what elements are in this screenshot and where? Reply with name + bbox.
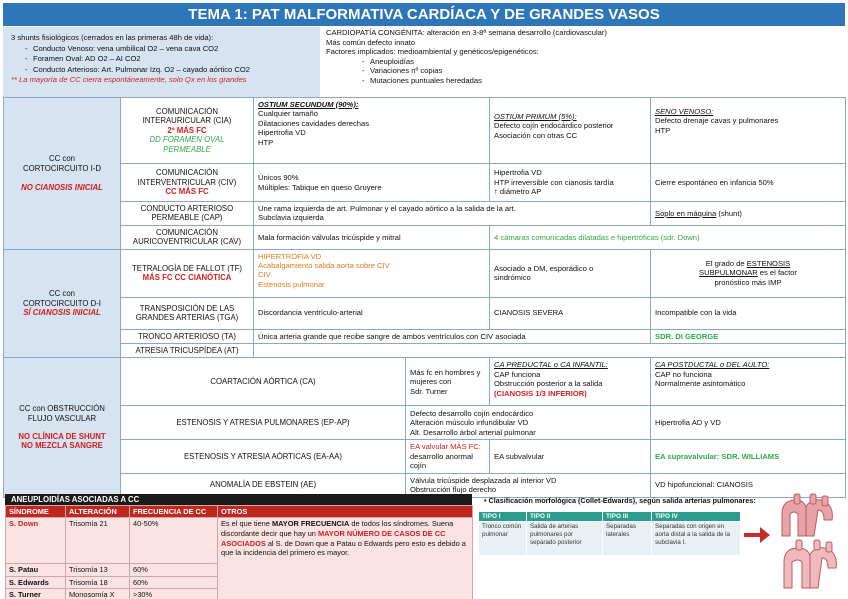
cell-line: Subclavia izquierda (258, 213, 324, 223)
row-freq: 2º MÁS FC (167, 125, 207, 135)
congenita-box (320, 27, 845, 97)
group-label: CC con OBSTRUCCIÓN (19, 404, 105, 414)
row-ea-aa: ESTENOSIS Y ATRESIA AÓRTICAS (EA-AA) (121, 440, 406, 473)
cell-underline: Soplo en máquina (655, 208, 717, 218)
cell-line: Dilataciones cavidades derechas (258, 118, 370, 128)
ta-c1: Única arteria grande que recibe sangre de ambos ventrículos con CIV asociada (254, 329, 651, 343)
row-cia (121, 98, 254, 164)
row-ta: TRONCO ARTERIOSO (TA) (121, 329, 254, 343)
col-header: ALTERACIÓN (66, 506, 130, 518)
cell-line: Alt. Desarrollo árbol arterial pulmonar (410, 427, 536, 437)
col-header: SÍNDROME (6, 506, 66, 518)
group-label: FLUJO VASCULAR (27, 413, 97, 423)
cell-line: Cualquier tamaño (258, 109, 318, 119)
row-at: ATRESIA TRICUSPÍDEA (AT) (121, 344, 254, 358)
shunt-item: - Conducto Arterioso: Art. Pulmonar Izq. O2 – cayado aórtico CO2 (11, 65, 320, 76)
row-tga: TRANSPOSICIÓN DE LAS GRANDES ARTERIAS (TGA) (121, 297, 254, 329)
cav-c2: 4 cámaras comunicadas dilatadas e hipertróficas (sdr. Down) (490, 225, 846, 249)
collet-heading: • Clasificación morfológica (Collet-Edwards), según salida arterias pulmonares: (484, 496, 756, 505)
group-label: CORTOCIRCUITO D-I (23, 298, 101, 308)
cell-line: Defecto drenaje cavas y pulmonares (655, 116, 779, 126)
cell-text: (shunt) (716, 208, 742, 218)
group-label: CORTOCIRCUITO I-D (23, 163, 101, 173)
row-name: COMUNICACIÓN INTERVENTRICULAR (CIV) (137, 168, 237, 187)
tf-c1 (254, 249, 490, 297)
tga-c3: Incompatible con la vida (651, 297, 846, 329)
civ-c1 (254, 164, 490, 202)
cia-primum (490, 98, 651, 164)
tipo-desc: Separadas con origen en aorta distal a la salida de la subclavia I. (652, 522, 741, 556)
at-empty (254, 344, 846, 358)
cell-heading: OSTIUM PRIMUM (5%): (494, 112, 577, 121)
cell-line: desarrollo anormal cojín (410, 451, 473, 471)
tf-c2 (490, 249, 651, 297)
aneuploidias-table (5, 505, 473, 599)
cell-line: Une rama izquierda de art. Pulmonar y el cayado aórtico a la salida de la art. (258, 204, 516, 213)
row-ebstein: ANOMALÍA DE EBSTEIN (AE) (121, 473, 406, 497)
cell-frecuencia: >30% (130, 589, 218, 599)
group-d-i (4, 249, 121, 358)
eaaa-c2: EA subvalvular (490, 440, 651, 473)
row-cav: COMUNICACIÓN AURICOVENTRICULAR (CAV) (121, 225, 254, 249)
cell-text: pronóstico más IMP (714, 277, 782, 287)
cia-seno (651, 98, 846, 164)
eaaa-c1 (406, 440, 490, 473)
cell-line: Obstrucción flujo derecho (410, 485, 497, 495)
cell-line: CIV (258, 270, 271, 280)
otros-text: Es el que tiene (221, 519, 272, 529)
cell-line: Obstrucción posterior a la salida (494, 379, 603, 389)
row-freq: CC MÁS FC (165, 187, 209, 197)
coa-c1 (406, 358, 490, 406)
arrow-right-icon (742, 520, 772, 550)
row-tf (121, 249, 254, 297)
tipo-desc: Salida de arterias pulmonares por separado posterior (527, 522, 603, 556)
cia-secundum (254, 98, 490, 164)
tipo-header: TIPO II (527, 512, 603, 522)
cell-sindrome: S. Patau (6, 564, 66, 576)
cell-line: HTP (258, 137, 274, 147)
cell-line: Normalmente asintomático (655, 379, 746, 389)
cell-line: HIPERTROFIA VD (258, 251, 322, 261)
row-coa: COARTACIÓN AÓRTICA (CA) (121, 358, 406, 406)
cell-alteracion: Monosomía X (66, 589, 130, 599)
cell-line: Hipertrofia VD (258, 128, 306, 138)
collet-heading-text: Clasificación morfológica (Collet-Edwards), según salida arterias pulmonares: (488, 496, 756, 505)
cell-line: EA valvular MÁS FC: (410, 442, 481, 452)
factor-item: - Mutaciones puntuales heredadas (326, 76, 845, 86)
tipo-desc: Separadas laterales (603, 522, 652, 556)
shunts-box (3, 27, 320, 97)
cell-underline: SUBPULMONAR (699, 268, 758, 278)
cell-line: Sdr. Turner (410, 386, 448, 396)
row-name: COMUNICACIÓN INTERAURICULAR (CIA) (142, 106, 232, 126)
shunts-heading: 3 shunts fisiológicos (cerrados en las primeras 48h de vida): (11, 33, 214, 42)
col-header: OTROS (218, 506, 473, 518)
eaaa-c3: EA supravalvular: SDR. WILLIAMS (651, 440, 846, 473)
cell-line: Más fc en hombres y mujeres con (410, 367, 481, 387)
group-i-d (4, 98, 121, 250)
cav-c1: Mala formación válvulas tricúspide y mitral (254, 225, 490, 249)
tipo-header: TIPO III (603, 512, 652, 522)
cell-line: Alteración músculo infundibular VD (410, 418, 529, 428)
cap-c3 (651, 202, 846, 226)
group-label: CC con (49, 289, 75, 299)
factores-heading: Factores implicados: medioambiental y genéticos/epigenéticos: (326, 47, 539, 57)
row-civ (121, 164, 254, 202)
cell-line: Asociado a DM, esporádico o (494, 263, 594, 273)
cell-line: Hipertrofia VD (494, 168, 542, 178)
aneuploidias-title: ANEUPLOIDÍAS ASOCIADAS A CC (5, 494, 472, 505)
cell-heading: SENO VENOSO: (655, 107, 714, 116)
page-title: TEMA 1: PAT MALFORMATIVA CARDÍACA Y DE GRANDES VASOS (3, 3, 845, 26)
row-freq: MÁS FC CC CIANÓTICA (142, 273, 232, 283)
cell-line: HTP irreversible con cianosis tardía (494, 177, 614, 187)
shunts-note: ** La mayoría de CC cierra espontáneamente, solo Qx en los grandes (11, 75, 247, 85)
cell-line: Defecto cojín endocárdico posterior (494, 121, 614, 131)
cell-line: CAP funciona (494, 369, 541, 379)
coa-c2 (490, 358, 651, 406)
otros-bold: MAYOR FRECUENCIA (271, 519, 350, 529)
otros-red: MAYOR NÚMERO DE CASOS DE CC ASOCIADOS (221, 529, 446, 548)
group-note: NO CLÍNICA DE SHUNT (18, 432, 106, 442)
cell-sindrome: S. Edwards (6, 576, 66, 588)
group-obstruccion (4, 358, 121, 497)
cell-sindrome: S. Down (6, 518, 66, 564)
cell-line: Defecto desarrollo cojín endocárdico (410, 408, 534, 418)
shunt-item: - Conducto Venoso: vena umbilical O2 – vena cava CO2 (11, 44, 320, 55)
cc-table (3, 97, 846, 498)
otros-text: al S. de Down que a Patau o Edwards pero esto es debido a que la incidencia del primero es mayor. (221, 538, 466, 558)
cell-text: es el factor (757, 268, 797, 278)
tga-c2: CIANOSIS SEVERA (490, 297, 651, 329)
cell-line: Estenosis pulmonar (258, 279, 325, 289)
cell-line: Acabalgamiento salida aorta sobre CIV (258, 261, 390, 271)
cell-line: HTP (655, 125, 671, 135)
factor-item: - Aneuploidías (326, 57, 845, 67)
heart-vessels-illustration-icon (774, 492, 846, 596)
ta-c3: SDR. DI GEORGE (651, 329, 846, 343)
tipo-desc: Tronco común pulmonar (479, 522, 527, 556)
congenita-heading: CARDIOPATÍA CONGÉNITA: alteración en 3-8ª semana desarrollo (cardiovascular) (326, 28, 607, 37)
cell-heading: CA PREDUCTAL o CA INFANTIL: (494, 360, 608, 370)
cell-heading: CA POSTDUCTAL o DEL AULTO: (655, 360, 770, 370)
shunt-item: - Foramen Oval: AD O2 – AI CO2 (11, 54, 320, 65)
col-header: FRECUENCIA DE CC (130, 506, 218, 518)
tga-c1: Discordancia ventrículo-arterial (254, 297, 490, 329)
cell-line: Asociación con otras CC (494, 130, 578, 140)
cell-text: El grado de (705, 259, 747, 269)
congenita-line: Más común defecto innato (326, 37, 416, 47)
row-dd: DD FORAMEN OVAL PERMEABLE (149, 135, 225, 154)
otros-text: de todos los síndromes. Suena discordante decir que hay un (221, 519, 454, 538)
civ-c3: Cierre espontáneo en infancia 50% (651, 164, 846, 202)
epap-c1 (406, 406, 651, 440)
cell-line: Válvula tricúspide desplazada al interior VD (410, 475, 557, 485)
cell-frecuencia: 40-50% (130, 518, 218, 564)
civ-c2 (490, 164, 651, 202)
table-row (6, 518, 473, 564)
cell-alteracion: Trisomía 18 (66, 576, 130, 588)
cell-line: ↑ diámetro AP (494, 187, 542, 197)
group-note: NO CIANOSIS INICIAL (21, 183, 103, 193)
row-cap: CONDUCTO ARTERIOSO PERMEABLE (CAP) (121, 202, 254, 226)
row-ep-ap: ESTENOSIS Y ATRESIA PULMONARES (EP-AP) (121, 406, 406, 440)
ebs-c3: VD hipofuncional: CIANOSIS (651, 473, 846, 497)
tipo-header: TIPO IV (652, 512, 741, 522)
cell-otros (218, 518, 473, 599)
cell-line: sindrómico (494, 273, 531, 283)
coa-c3 (651, 358, 846, 406)
cell-line: CAP no funciona (655, 369, 712, 379)
tipo-header: TIPO I (479, 512, 527, 522)
factor-item: - Variaciones nº copias (326, 66, 845, 76)
cap-c1 (254, 202, 651, 226)
group-label: CC con (49, 154, 75, 164)
row-name: TETRALOGÍA DE FALLOT (TF) (132, 263, 242, 273)
cell-underline: ESTENOSIS (746, 259, 791, 269)
cell-heading: OSTIUM SECUNDUM (90%): (258, 100, 359, 109)
epap-c3: Hipertrofia AD y VD (651, 406, 846, 440)
cell-frecuencia: 60% (130, 564, 218, 576)
cell-line: Múltiples: Tabique en queso Gruyere (258, 182, 382, 192)
cell-alteracion: Trisomía 21 (66, 518, 130, 564)
cell-line: Únicos 90% (258, 173, 299, 183)
cell-sindrome: S. Turner (6, 589, 66, 599)
cell-alteracion: Trisomía 13 (66, 564, 130, 576)
group-note: SÍ CIANOSIS INICIAL (23, 308, 101, 318)
tf-c3 (651, 249, 846, 297)
cell-frecuencia: 60% (130, 576, 218, 588)
collet-table (478, 511, 741, 556)
group-note: NO MEZCLA SANGRE (21, 441, 103, 451)
cell-line: (CIANOSIS 1/3 INFERIOR) (494, 388, 587, 398)
